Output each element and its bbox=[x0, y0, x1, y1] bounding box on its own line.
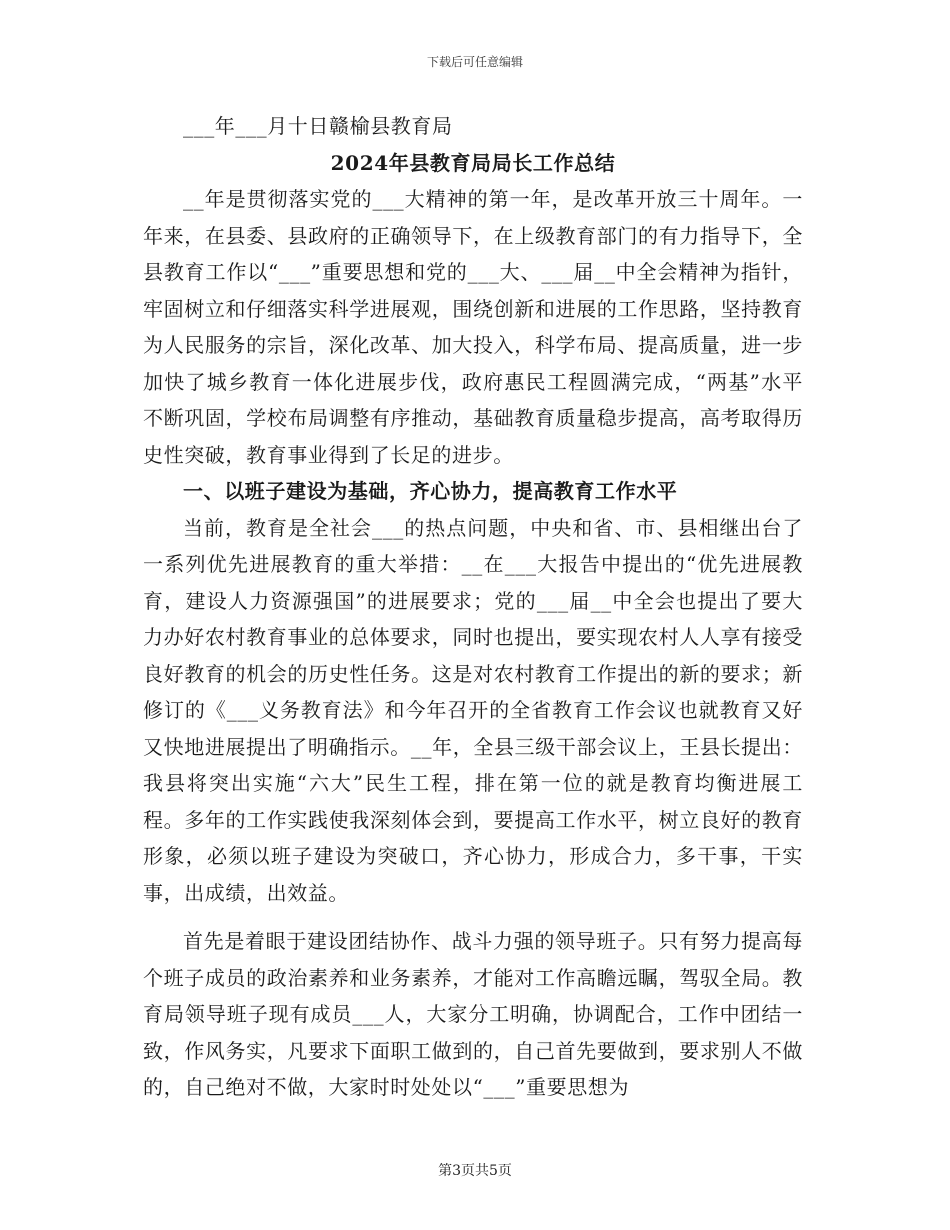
section1-paragraph-2: 首先是着眼于建设团结协作、战斗力强的领导班子。只有努力提高每个班子成员的政治素养和业务素养，才能对工作高瞻远瞩，驾驭全局。教育局领导班子现有成员___人，大家分工明确，协调配合，工作中团结一致，作风务实，凡要求下面职工做到的，自己首先要做到，要求别人不做的，自己绝对不做，大家时时处处以“___”重要思想为 bbox=[143, 929, 803, 1099]
section1-paragraph-1: 当前，教育是全社会___的热点问题，中央和省、市、县相继出台了一系列优先进展教育的重大举措：__在___大报告中提出的“优先进展教育，建设人力资源强国”的进展要求；党的___届__中全会也提出了要大力办好农村教育事业的总体要求，同时也提出，要实现农村人人享有接受良好教育的机会的历史性任务。这是对农村教育工作提出的新的要求；新修订的《___义务教育法》和今年召开的全省教育工作会议也就教育又好又快地进展提出了明确指示。__年，全县三级干部会议上，王县长提出：我县将突出实施“六大”民生工程，排在第一位的就是教育均衡进展工程。多年的工作实践使我深刻体会到，要提高工作水平，树立良好的教育形象，必须以班子建设为突破口，齐心协力，形成合力，多干事，干实事，出成绩，出效益。 bbox=[143, 515, 803, 905]
section-heading-1: 一、以班子建设为基础，齐心协力，提高教育工作水平 bbox=[183, 479, 678, 503]
document-title: 2024年县教育局局长工作总结 bbox=[330, 150, 616, 175]
intro-paragraph: __年是贯彻落实党的___大精神的第一年，是改革开放三十周年。一年来，在县委、县政府的正确领导下，在上级教育部门的有力指导下，全县教育工作以“___”重要思想和党的___大、___届__中全会精神为指针，牢固树立和仔细落实科学进展观，围绕创新和进展的工作思路，坚持教育为人民服务的宗旨，深化改革、加大投入，科学布局、提高质量，进一步加快了城乡教育一体化进展步伐，政府惠民工程圆满完成，“两基”水平不断巩固，学校布局调整有序推动，基础教育质量稳步提高，高考取得历史性突破，教育事业得到了长足的进步。 bbox=[143, 187, 803, 467]
document-body bbox=[143, 108, 803, 1106]
date-line: ___年___月十日赣榆县教育局 bbox=[183, 114, 453, 138]
page-footer: 第3页共5页 bbox=[438, 1163, 512, 1179]
page-header: 下载后可任意编辑 bbox=[426, 55, 523, 69]
